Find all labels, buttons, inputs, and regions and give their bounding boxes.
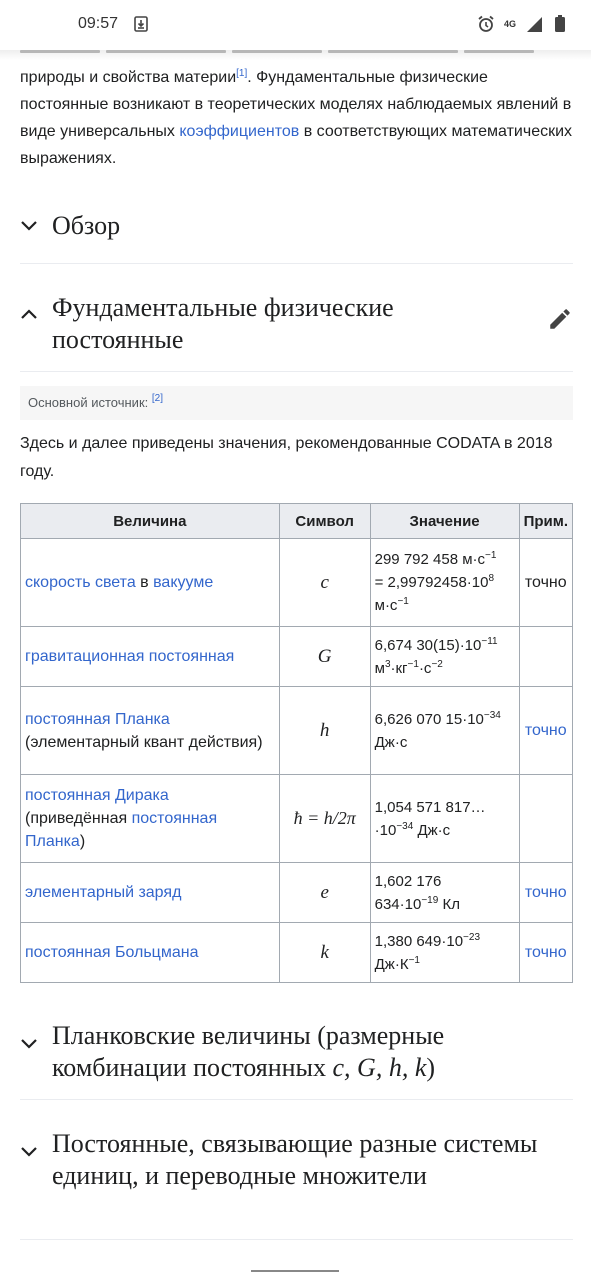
- section-title: [52, 1020, 573, 1084]
- intro-text: природы и свойства материи: [20, 69, 237, 86]
- value-exponent: −11: [481, 635, 498, 647]
- column-header: Символ: [279, 504, 370, 539]
- reference-2[interactable]: [2]: [151, 393, 163, 404]
- chevron-up-icon: [20, 298, 52, 330]
- section-fundamental[interactable]: [20, 292, 573, 372]
- intro-paragraph: [20, 64, 573, 172]
- value-exponent: −1: [397, 596, 409, 607]
- battery-icon: [551, 15, 569, 33]
- value-text: 1,602 176: [374, 872, 442, 890]
- value-text: Дж·с: [374, 733, 408, 751]
- note-cell: [519, 775, 572, 863]
- symbol-cell: G: [279, 627, 370, 687]
- section-title: Фундаментальные физические постоянные: [52, 293, 394, 354]
- value-text: м: [374, 659, 385, 677]
- cell-text: в: [135, 574, 154, 591]
- source-note: [20, 386, 573, 420]
- value-text: ·кг: [390, 659, 408, 677]
- value-cell: [370, 775, 519, 863]
- clipped-text-line: [20, 40, 560, 54]
- table-row: [21, 687, 573, 775]
- value-text: Кл: [438, 895, 460, 913]
- link-elementary-charge[interactable]: элементарный заряд: [25, 884, 182, 901]
- table-row: [21, 923, 573, 983]
- note-cell: точно: [519, 539, 572, 627]
- value-text: ·с: [418, 659, 432, 677]
- value-cell: [370, 539, 519, 627]
- note-cell: [519, 627, 572, 687]
- link-planck-constant[interactable]: постоянная Планка: [25, 710, 170, 728]
- table-row: [21, 627, 573, 687]
- section-title: Обзор: [52, 211, 121, 240]
- value-exponent: −19: [421, 894, 439, 906]
- link-dirac-constant[interactable]: постоянная Дирака: [25, 787, 169, 804]
- value-text: 1,380 649·10: [374, 932, 464, 950]
- value-exponent: 3: [384, 658, 391, 670]
- value-exponent: −34: [396, 820, 414, 832]
- chevron-down-icon: [20, 1136, 52, 1168]
- section-title: Постоянные, связывающие разные системы единиц, и переводные множители: [52, 1129, 538, 1190]
- value-cell: [370, 687, 519, 775]
- codata-paragraph: Здесь и далее приведены значения, рекомендованные CODATA в 2018 году.: [20, 435, 553, 480]
- link-vacuum[interactable]: вакууме: [153, 574, 214, 591]
- value-text: 6,626 070 15·10: [374, 710, 484, 728]
- link-boltzmann-constant[interactable]: постоянная Больцмана: [25, 944, 199, 961]
- signal-icon: [525, 15, 543, 33]
- symbol-cell: e: [279, 863, 370, 923]
- value-cell: [370, 923, 519, 983]
- section-unit-conversion[interactable]: [20, 1128, 573, 1240]
- symbol-cell: ħ = h/2π: [279, 775, 370, 863]
- value-exponent: −1: [485, 550, 497, 561]
- cell-text: (приведённая: [25, 810, 132, 827]
- link-gravitational-constant[interactable]: гравитационная постоянная: [25, 648, 235, 665]
- value-exponent: −1: [408, 954, 420, 966]
- note-link[interactable]: точно: [519, 923, 572, 983]
- value-text: м·с: [374, 597, 398, 614]
- symbol-cell: h: [279, 687, 370, 775]
- note-link[interactable]: точно: [519, 863, 572, 923]
- column-header: Значение: [370, 504, 519, 539]
- value-exponent: −2: [431, 658, 443, 670]
- table-row: [21, 863, 573, 923]
- value-text: 6,674 30(15)·10: [374, 636, 482, 654]
- value-exponent: 8: [488, 573, 495, 584]
- note-link[interactable]: точно: [519, 687, 572, 775]
- reference-1[interactable]: [1]: [236, 68, 248, 79]
- symbol-cell: c: [279, 539, 370, 627]
- chevron-down-icon: [20, 210, 52, 242]
- value-text: 299 792 458 м·с: [374, 551, 486, 568]
- value-cell: [370, 863, 519, 923]
- value-cell: [370, 627, 519, 687]
- home-indicator[interactable]: [251, 1270, 339, 1272]
- link-coefficients[interactable]: коэффициентов: [179, 123, 300, 140]
- chevron-down-icon: [20, 1028, 52, 1060]
- value-text: 1,054 571 817…: [374, 798, 486, 816]
- table-row: [21, 539, 573, 627]
- section-title-vars: c, G, h, k: [332, 1053, 427, 1082]
- column-header: Величина: [21, 504, 280, 539]
- section-title-text: Планковские величины (размерные комбинации постоянных: [52, 1021, 445, 1082]
- value-text: Дж·с: [413, 821, 451, 839]
- table-row: [21, 775, 573, 863]
- value-exponent: −34: [483, 709, 501, 721]
- network-type-icon: 4G: [503, 19, 516, 29]
- value-text: ·10: [374, 821, 397, 839]
- download-icon: [132, 15, 150, 33]
- link-speed-of-light[interactable]: скорость света: [25, 574, 136, 591]
- source-label: Основной источник:: [28, 395, 149, 410]
- value-text: Дж·К: [374, 955, 409, 973]
- symbol-cell: k: [279, 923, 370, 983]
- section-title-end: ): [426, 1053, 436, 1082]
- cell-text: (элементарный квант действия): [25, 733, 263, 751]
- section-overview[interactable]: [20, 210, 573, 264]
- value-text: = 2,99792458·10: [374, 574, 489, 591]
- value-text: 634·10: [374, 895, 422, 913]
- link-planck-constant-2[interactable]: постоянная Планка: [25, 810, 218, 850]
- constants-table: [20, 503, 573, 983]
- section-planck-units[interactable]: [20, 1020, 573, 1100]
- value-exponent: −23: [463, 931, 481, 943]
- alarm-icon: [477, 15, 495, 33]
- column-header: Прим.: [519, 504, 572, 539]
- intro-text-rest: . Фундаментальные физические постоянные возникают в теоретических моделях наблюдаемых явлений в виде универсальных: [20, 69, 572, 140]
- clock: 09:57: [78, 15, 119, 32]
- pencil-edit-icon[interactable]: [547, 306, 573, 332]
- value-exponent: −1: [407, 658, 419, 670]
- cell-text: ): [79, 833, 86, 850]
- intro-tail: в соответствующих математических выражениях.: [20, 123, 573, 167]
